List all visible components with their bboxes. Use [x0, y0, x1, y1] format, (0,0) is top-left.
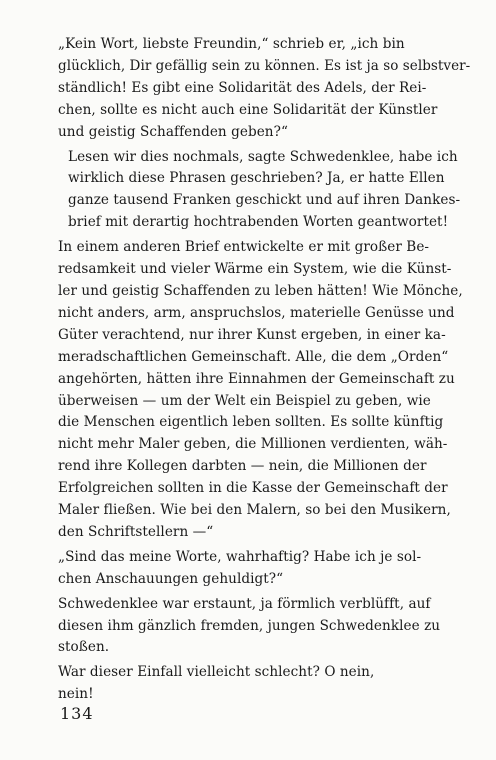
text-line: meradschaftlichen Gemeinschaft. Alle, die dem „Orden“ [58, 348, 449, 365]
paragraph-reread [58, 147, 470, 235]
text-line: Güter verachtend, nur ihrer Kunst ergeben, in einer ka- [58, 326, 446, 343]
text-line: wirklich diese Phrasen geschrieben? Ja, er hatte Ellen [68, 170, 445, 187]
paragraph-conclusion [58, 662, 470, 706]
paragraph-astonished [58, 594, 470, 660]
text-line: diesen ihm gänzlich fremden, jungen Schwedenklee zu [58, 617, 441, 634]
text-line: nein! [58, 686, 94, 703]
text-line: brief mit derartig hochtrabenden Worten geantwortet! [68, 214, 449, 231]
text-line: redsamkeit und vieler Wärme ein System, wie die Künst- [58, 261, 452, 278]
paragraph-letter-quote [58, 34, 470, 144]
text-line: Lesen wir dies nochmals, sagte Schwedenklee, habe ich [68, 148, 458, 165]
text-line: „Sind das meine Worte, wahrhaftig? Habe ich je sol- [58, 548, 422, 565]
text-line: die Menschen eigentlich leben sollten. Es sollte künftig [58, 414, 444, 431]
text-line: rend ihre Kollegen darbten — nein, die Millionen der [58, 458, 427, 475]
text-line: chen Anschauungen gehuldigt?“ [58, 570, 284, 587]
text-line: Schwedenklee war erstaunt, ja förmlich verblüfft, auf [58, 595, 431, 612]
text-line: überweisen — um der Welt ein Beispiel zu geben, wie [58, 392, 431, 409]
text-line: War dieser Einfall vielleicht schlecht? O nein, [58, 664, 375, 681]
paragraph-system [58, 237, 470, 544]
text-line: den Schriftstellern —“ [58, 523, 214, 540]
text-line: stoßen. [58, 639, 110, 656]
text-line: ganze tausend Franken geschickt und auf ihren Dankes- [68, 192, 461, 209]
text-line: chen, sollte es nicht auch eine Solidarität der Künstler [58, 101, 438, 118]
page-number: 134 [60, 704, 94, 723]
text-line: nicht anders, arm, anspruchslos, materielle Genüsse und [58, 304, 455, 321]
book-page-text [58, 34, 470, 709]
text-line: ständlich! Es gibt eine Solidarität des Adels, der Rei- [58, 79, 427, 96]
text-line: „Kein Wort, liebste Freundin,“ schrieb er, „ich bin [58, 36, 405, 52]
text-line: ler und geistig Schaffenden zu leben hätten! Wie Mönche, [58, 282, 463, 299]
text-line: Erfolgreichen sollten in die Kasse der Gemeinschaft der [58, 480, 448, 497]
text-line: glücklich, Dir gefällig sein zu können. Es ist ja so selbstver- [58, 57, 471, 74]
text-line: angehörten, hätten ihre Einnahmen der Gemeinschaft zu [58, 370, 455, 387]
text-line: In einem anderen Brief entwickelte er mit großer Be- [58, 239, 430, 256]
text-line: nicht mehr Maler geben, die Millionen verdienten, wäh- [58, 436, 448, 453]
text-line: und geistig Schaffenden geben?“ [58, 123, 288, 140]
text-line: Maler fließen. Wie bei den Malern, so bei den Musikern, [58, 502, 451, 519]
paragraph-question [58, 547, 470, 591]
